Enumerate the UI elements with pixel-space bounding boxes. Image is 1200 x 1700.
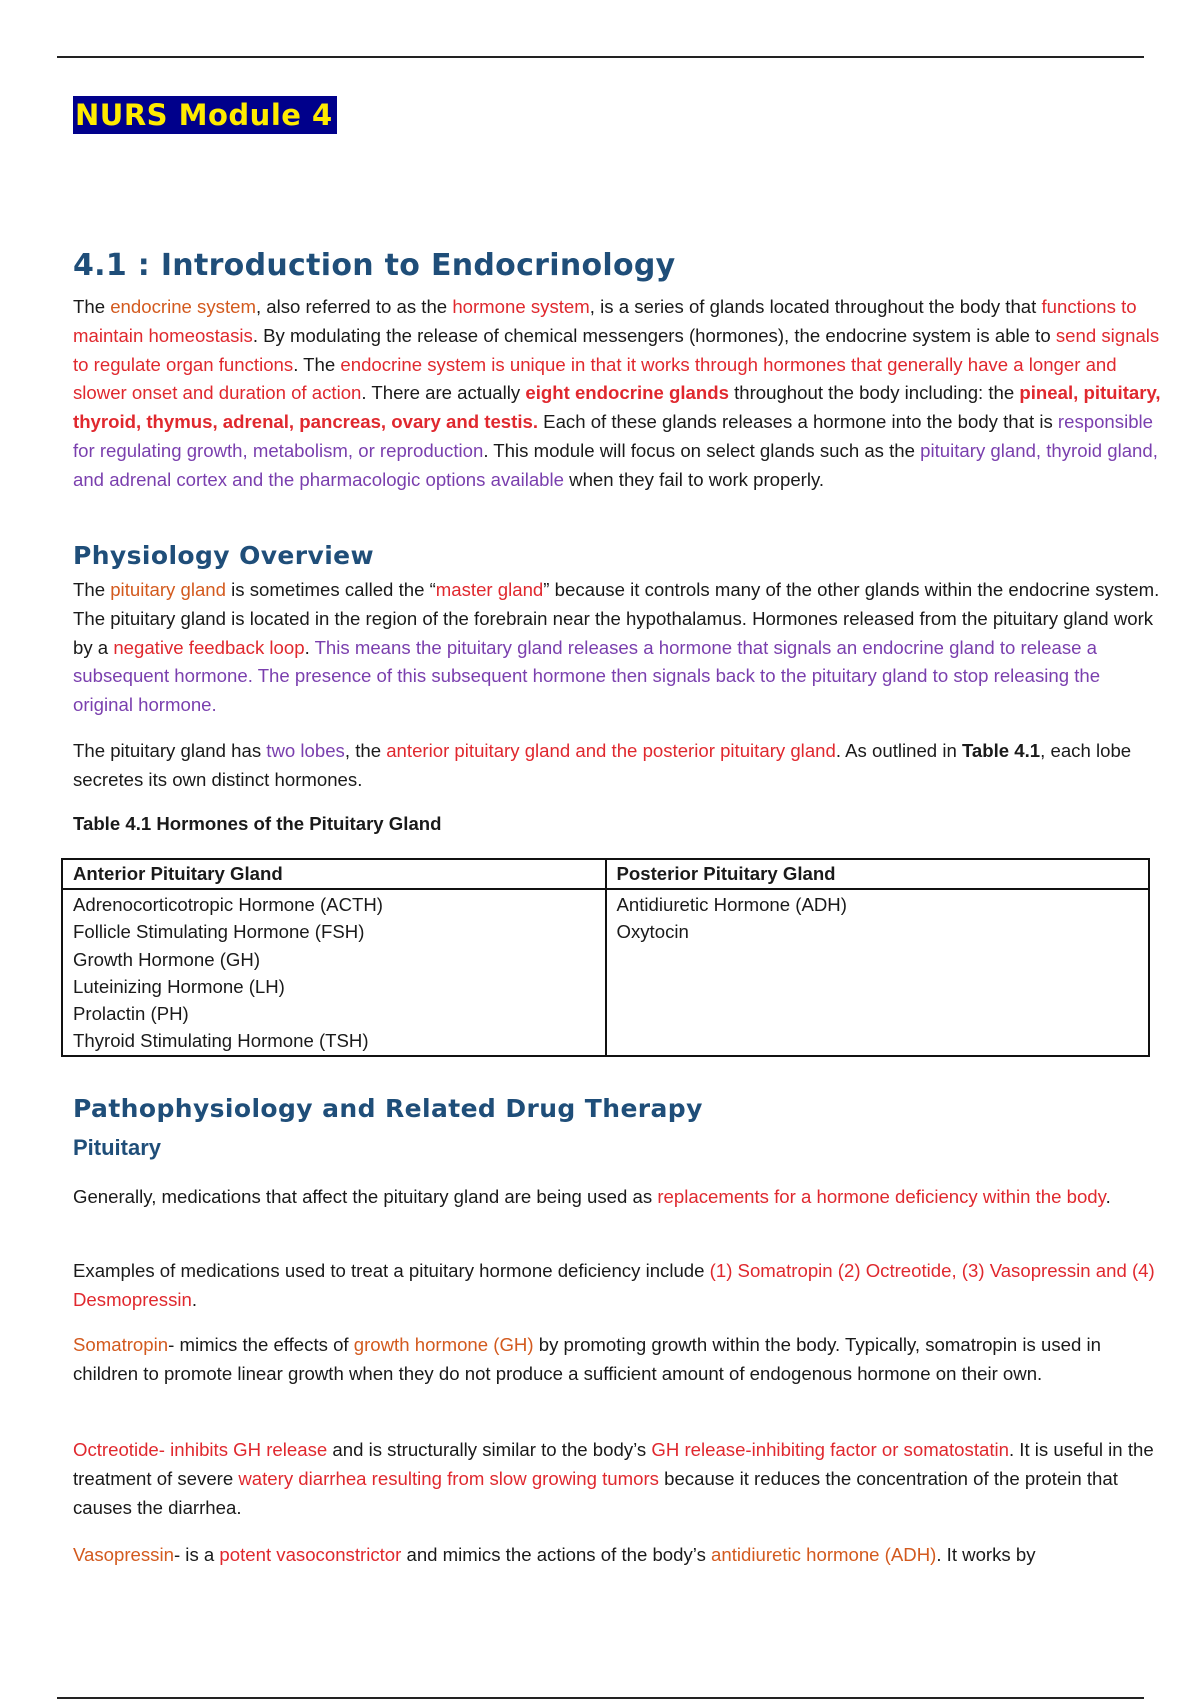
- generally-paragraph-run: replacements for a hormone deficiency within the body: [657, 1186, 1106, 1207]
- somatropin-paragraph-run: - mimics the effects of: [168, 1334, 354, 1355]
- module-title: NURS Module 4: [73, 96, 337, 134]
- octreotide-paragraph-run: GH release-inhibiting factor or somatostatin: [651, 1439, 1009, 1460]
- lobes-paragraph-run: Table 4.1: [961, 740, 1041, 761]
- intro-paragraph-run: throughout the body including: the: [728, 382, 1020, 404]
- table-cell: Adrenocorticotropic Hormone (ACTH): [73, 894, 383, 915]
- table-caption: Table 4.1 Hormones of the Pituitary Gland: [73, 813, 442, 834]
- table-header-anterior: Anterior Pituitary Gland: [62, 859, 606, 889]
- physiology-paragraph-run: master gland: [435, 579, 544, 600]
- table-header-posterior: Posterior Pituitary Gland: [606, 859, 1150, 889]
- table-cell: Oxytocin: [616, 921, 689, 943]
- vasopressin-paragraph-run: antidiuretic hormone (ADH): [711, 1544, 937, 1565]
- vasopressin-paragraph: [73, 1541, 1163, 1570]
- intro-paragraph-run: , also referred to as the: [255, 296, 453, 317]
- intro-paragraph-run: pituitary gland, thyroid gland, and adrenal cortex and the pharmacologic options available: [73, 439, 1158, 490]
- vasopressin-paragraph-run: - is a: [173, 1544, 220, 1565]
- octreotide-paragraph-run: watery diarrhea resulting from slow growing tumors: [238, 1467, 659, 1489]
- octreotide-paragraph-run: Octreotide- inhibits GH release: [73, 1439, 328, 1460]
- physiology-heading: Physiology Overview: [73, 541, 375, 570]
- intro-paragraph-run: The: [73, 296, 111, 317]
- somatropin-paragraph-run: growth hormone (GH): [353, 1334, 534, 1355]
- intro-paragraph-run: . This module will focus on select glands such as the: [483, 439, 921, 461]
- intro-paragraph-run: eight endocrine glands: [525, 382, 729, 404]
- table-cell: Antidiuretic Hormone (ADH): [616, 894, 847, 915]
- lobes-paragraph-run: anterior pituitary gland and the posterior pituitary gland: [386, 740, 836, 761]
- vasopressin-paragraph-run: . It works by: [936, 1544, 1036, 1565]
- intro-paragraph: [73, 293, 1163, 495]
- table-cell: Luteinizing Hormone (LH): [73, 975, 285, 997]
- pituitary-hormones-table: [61, 858, 1150, 1057]
- octreotide-paragraph-run: . It is useful in the treatment of severe: [73, 1439, 1154, 1489]
- table-cell: Growth Hormone (GH): [73, 948, 261, 970]
- octreotide-paragraph-run: because it reduces the concentration of the protein that causes the diarrhea.: [73, 1467, 1118, 1518]
- physiology-paragraph-run: .: [304, 636, 315, 658]
- intro-paragraph-run: Each of these glands releases a hormone into the body that is: [538, 411, 1058, 433]
- intro-paragraph-run: . There are actually: [361, 382, 526, 404]
- physiology-paragraph-run: is sometimes called the “: [226, 579, 436, 600]
- octreotide-paragraph-run: and is structurally similar to the body’s: [327, 1439, 652, 1460]
- generally-paragraph-run: .: [1105, 1186, 1111, 1207]
- somatropin-paragraph-run: Somatropin: [73, 1334, 169, 1355]
- intro-paragraph-run: functions to maintain homeostasis: [73, 296, 1137, 346]
- vasopressin-paragraph-run: potent vasoconstrictor: [219, 1544, 402, 1565]
- physiology-paragraph-run: negative feedback loop: [113, 636, 305, 658]
- generally-paragraph: [73, 1183, 1163, 1212]
- lobes-paragraph: [73, 737, 1163, 795]
- intro-paragraph-run: hormone system: [452, 296, 590, 317]
- anterior-hormones-cell: [62, 889, 606, 1056]
- table-cell: Follicle Stimulating Hormone (FSH): [73, 921, 365, 943]
- pathophysiology-heading: Pathophysiology and Related Drug Therapy: [73, 1094, 703, 1123]
- physiology-paragraph-run: The: [73, 579, 111, 600]
- intro-paragraph-run: responsible for regulating growth, metabolism, or reproduction: [73, 411, 1154, 461]
- posterior-hormones-cell: [606, 889, 1150, 1056]
- vasopressin-paragraph-run: and mimics the actions of the body’s: [401, 1544, 712, 1565]
- intro-paragraph-run: endocrine system is unique in that it works through hormones that generally have a longer and slower onset and duration of action: [73, 353, 1117, 404]
- somatropin-paragraph: [73, 1331, 1163, 1389]
- physiology-paragraph: [73, 576, 1163, 720]
- octreotide-paragraph: [73, 1436, 1163, 1522]
- somatropin-paragraph-run: by promoting growth within the body. Typically, somatropin is used in children to promote linear growth when they do not produce a sufficient amount of endogenous hormone on their own.: [73, 1334, 1101, 1384]
- lobes-paragraph-run: The pituitary gland has: [73, 740, 267, 761]
- physiology-paragraph-run: ” because it controls many of the other glands within the endocrine system. The pituitary gland is located in the region of the forebrain near the hypothalamus. Hormones released from the pituitary gland work by a: [73, 579, 1160, 658]
- intro-paragraph-run: when they fail to work properly.: [564, 468, 825, 490]
- intro-paragraph-run: endocrine system: [110, 296, 256, 317]
- intro-paragraph-run: . The: [293, 353, 341, 375]
- physiology-paragraph-run: This means the pituitary gland releases a hormone that signals an endocrine gland to release a subsequent hormone. The presence of this subsequent hormone then signals back to the pituitary gland to stop releasing the original hormone.: [73, 636, 1101, 716]
- intro-paragraph-run: . By modulating the release of chemical messengers (hormones), the endocrine system is able to: [252, 324, 1056, 346]
- top-rule: [57, 56, 1144, 58]
- intro-paragraph-run: pineal, pituitary, thyroid, thymus, adrenal, pancreas, ovary and testis.: [73, 382, 1161, 433]
- generally-paragraph-run: Generally, medications that affect the pituitary gland are being used as: [73, 1186, 658, 1207]
- examples-paragraph: [73, 1257, 1163, 1315]
- vasopressin-paragraph-run: Vasopressin: [73, 1544, 174, 1565]
- physiology-paragraph-run: pituitary gland: [110, 579, 226, 600]
- table-cell: Thyroid Stimulating Hormone (TSH): [73, 1030, 369, 1052]
- intro-paragraph-run: , is a series of glands located throughout the body that: [589, 296, 1042, 317]
- lobes-paragraph-run: , the: [344, 740, 387, 761]
- examples-paragraph-run: (1) Somatropin (2) Octreotide, (3) Vasopressin and (4) Desmopressin: [73, 1260, 1155, 1310]
- section-title: 4.1 : Introduction to Endocrinology: [73, 248, 676, 283]
- bottom-rule: [57, 1697, 1144, 1699]
- lobes-paragraph-run: . As outlined in: [835, 740, 962, 761]
- intro-paragraph-run: send signals to regulate organ functions: [73, 324, 1160, 375]
- table-cell: Prolactin (PH): [73, 1003, 189, 1025]
- pituitary-subheading: Pituitary: [73, 1135, 162, 1160]
- lobes-paragraph-run: two lobes: [266, 740, 345, 761]
- lobes-paragraph-run: , each lobe secretes its own distinct hormones.: [73, 740, 1132, 790]
- examples-paragraph-run: Examples of medications used to treat a pituitary hormone deficiency include: [73, 1260, 710, 1281]
- examples-paragraph-run: .: [191, 1288, 198, 1310]
